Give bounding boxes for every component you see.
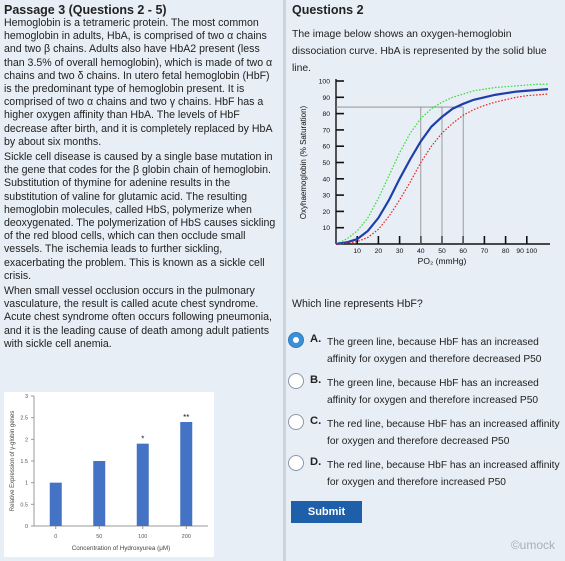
y-tick-label: 30: [322, 192, 330, 200]
y-axis-label: Oxyhaemoglobin (% Saturation): [299, 105, 308, 220]
x-tick-label: 100: [138, 534, 148, 540]
significance-label: **: [183, 413, 190, 422]
x-tick-label: 50: [96, 534, 103, 540]
y-tick-label: 60: [322, 143, 330, 151]
y-tick-label: 1: [24, 480, 28, 487]
option-a-text: The green line, because HbF has an increased affinity for oxygen and therefore decreased P50: [327, 337, 542, 365]
passage-paragraph: Hemoglobin is a tetrameric protein. The most common hemoglobin in adults, HbA, is comprised of two α chains and two β chains. Adults also have HbA2 present (less than 3.5% of overall hemoglobin), which is made of two α chains and two δ chains. In utero fetal hemoglobin (HbF) is the predominant type of hemoglobin present. It is comprised of two α chains and two γ chains. HbF has a higher oxygen affinity than HbA. The levels of HbF decrease after birth, and it is completely replaced by HbA by about six months.: [4, 17, 273, 148]
option-b-text: The green line, because HbF has an increased affinity for oxygen and therefore increased P50: [327, 378, 539, 406]
x-tick-label: 30: [395, 248, 404, 255]
y-tick-label: 0: [24, 524, 28, 530]
option-d-letter: D.: [310, 456, 322, 468]
x-tick-label: 200: [181, 534, 191, 540]
y-tick-label: 50: [322, 160, 330, 167]
x-tick-label: 90 100: [516, 248, 538, 255]
x-axis-label: PO₂ (mmHg): [417, 256, 467, 266]
bar: [137, 444, 149, 526]
option-d-radio[interactable]: [288, 455, 304, 471]
y-tick-label: 3: [24, 394, 28, 400]
option-b-radio[interactable]: [288, 373, 304, 389]
x-tick-label: 40: [417, 248, 425, 255]
option-b[interactable]: [288, 373, 564, 413]
passage-title: Passage 3 (Questions 2 - 5): [4, 3, 167, 17]
passage-text: [4, 17, 280, 351]
y-tick-label: 80: [322, 111, 330, 119]
passage-paragraph: When small vessel occlusion occurs in the pulmonary vasculature, the result is called acute chest syndrome. Acute chest syndrome often occurs following pneumonia, and it is the leading cause of death among adult patients with sickle cell anemia.: [4, 285, 272, 350]
hydroxyurea-bar-chart: [4, 392, 214, 557]
y-tick-label: 20: [322, 208, 330, 216]
option-a[interactable]: [288, 332, 564, 372]
option-c-letter: C.: [310, 415, 322, 427]
x-tick-label: 50: [438, 248, 446, 255]
y-tick-label: 70: [322, 127, 330, 135]
bar: [180, 422, 192, 526]
bar: [93, 461, 105, 526]
x-tick-label: 10: [353, 248, 361, 255]
option-a-radio[interactable]: [288, 332, 304, 348]
y-tick-label: 40: [322, 176, 330, 184]
x-tick-label: 20: [374, 248, 383, 255]
brand-watermark: ©umock: [510, 538, 555, 552]
x-tick-label: 60: [459, 248, 467, 255]
option-c-text: The red line, because HbF has an increased affinity for oxygen and therefore decreased P50: [327, 419, 560, 447]
question-prompt: Which line represents HbF?: [292, 298, 423, 310]
option-d-text: The red line, because HbF has an increased affinity for oxygen and therefore increased P50: [327, 460, 560, 488]
oxygen-dissociation-chart: [286, 74, 565, 296]
significance-label: *: [141, 434, 145, 444]
question-intro: The image below shows an oxygen-hemoglobin dissociation curve. HbA is represented by the solid blue line.: [292, 29, 547, 74]
option-c-radio[interactable]: [288, 414, 304, 430]
y-tick-label: 10: [322, 225, 330, 233]
passage-paragraph: Sickle cell disease is caused by a single base mutation in the gene that codes for the β globin chain of hemoglobin. Substitution of thymine for adenine results in the substitution of valine for glutamic acid. The resulting hemoglobin molecules, called HbS, polymerize when deoxygenated. The polymerization of HbS causes sickling of the red blood cells, which can then occlude small vessels. The ischemia leads to further sickling, exacerbating the problem. This is known as a sickle cell crisis.: [4, 151, 276, 282]
x-axis-label: Concentration of Hydroxyurea (μM): [71, 545, 171, 552]
question-panel: [286, 0, 565, 561]
y-tick-label: 2: [24, 437, 28, 444]
option-d[interactable]: [288, 455, 564, 495]
y-axis-label: Relative Expression of γ-globin genes: [10, 410, 16, 512]
y-tick-label: 2.5: [20, 415, 28, 422]
x-tick-label: 0: [54, 534, 58, 540]
y-tick-label: 90: [322, 94, 330, 102]
submit-button[interactable]: Submit: [291, 501, 362, 523]
option-b-letter: B.: [310, 374, 322, 386]
y-tick-label: 1.5: [20, 459, 28, 465]
option-c[interactable]: [288, 414, 564, 454]
option-a-letter: A.: [310, 333, 322, 345]
x-tick-label: 70: [480, 248, 489, 255]
y-tick-label: 100: [318, 78, 330, 86]
bar: [50, 483, 62, 526]
question-title: Questions 2: [292, 3, 364, 17]
x-tick-label: 80: [501, 248, 510, 255]
y-tick-label: 0.5: [20, 502, 28, 509]
